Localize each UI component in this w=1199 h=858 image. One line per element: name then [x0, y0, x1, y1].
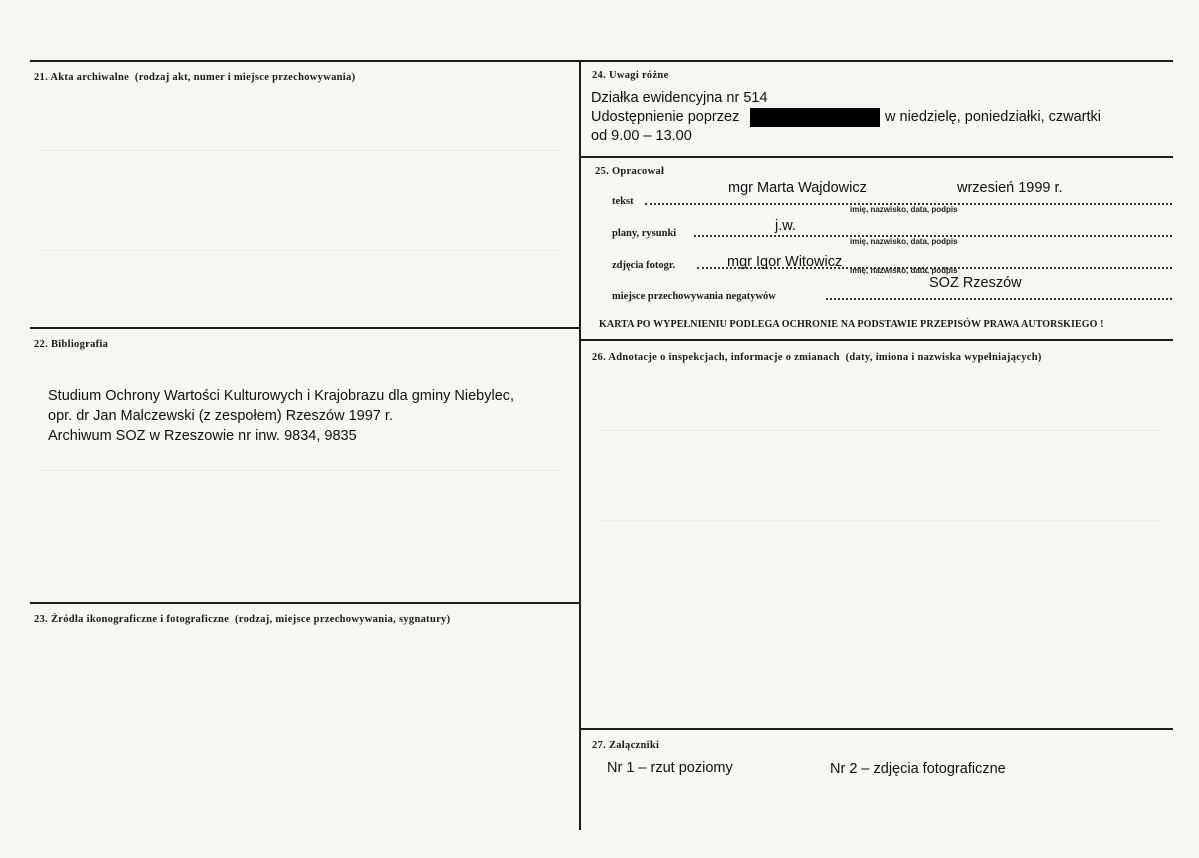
- tekst-date: wrzesień 1999 r.: [957, 180, 1063, 196]
- plany-hint: imię, nazwisko, data, podpis: [850, 237, 958, 246]
- faint-ruling: [600, 430, 1160, 431]
- section-23-subtitle: (rodzaj, miejsce przechowywania, sygnatury): [235, 614, 451, 625]
- rule-26-27: [580, 728, 1173, 730]
- bibliography-line-1: Studium Ochrony Wartości Kulturowych i Krajobrazu dla gminy Niebylec,: [48, 388, 515, 404]
- plany-label: plany, rysunki: [612, 228, 677, 239]
- section-21-subtitle: (rodzaj akt, numer i miejsce przechowywania): [134, 72, 356, 83]
- faint-ruling: [40, 250, 560, 251]
- rule-21-22: [30, 327, 580, 329]
- section-23-title: [34, 614, 450, 625]
- attachment-1: Nr 1 – rzut poziomy: [607, 760, 733, 776]
- section-21-title: [34, 72, 355, 83]
- rule-24-25: [580, 156, 1173, 158]
- tekst-label: tekst: [612, 196, 634, 207]
- section-26-label: 26. Adnotacje o inspekcjach, informacje o zmianach: [592, 352, 840, 363]
- plany-value: j.w.: [775, 218, 796, 234]
- section-26-subtitle: (daty, imiona i nazwiska wypełniających): [845, 352, 1042, 363]
- zdjecia-value: mgr Igor Witowicz: [727, 254, 843, 270]
- faint-ruling: [40, 470, 560, 471]
- remarks-line-2b: w niedzielę, poniedziałki, czwartki: [885, 109, 1101, 125]
- zdjecia-hint: imię, nazwisko, data, podpis: [850, 266, 958, 275]
- rule-22-23: [30, 602, 580, 604]
- copyright-notice: KARTA PO WYPEŁNIENIU PODLEGA OCHRONIE NA PODSTAWIE PRZEPISÓW PRAWA AUTORSKIEGO !: [599, 319, 1104, 330]
- miejsce-dotted-line: [826, 298, 1172, 300]
- remarks-line-1: Działka ewidencyjna nr 514: [591, 90, 768, 106]
- rule-25-26: [580, 339, 1173, 341]
- faint-ruling: [600, 520, 1160, 521]
- section-21-label: 21. Akta archiwalne: [34, 72, 130, 83]
- bibliography-line-3: Archiwum SOZ w Rzeszowie nr inw. 9834, 9835: [48, 428, 357, 444]
- section-24-title: 24. Uwagi różne: [592, 70, 669, 81]
- section-25-title: 25. Opracował: [595, 166, 665, 177]
- faint-ruling: [40, 150, 560, 151]
- section-27-title: 27. Załączniki: [592, 740, 660, 751]
- redaction-box: [750, 108, 880, 127]
- miejsce-label: miejsce przechowywania negatywów: [612, 291, 776, 302]
- tekst-hint: imię, nazwisko, data, podpis: [850, 205, 958, 214]
- top-rule: [30, 60, 1173, 62]
- attachment-2: Nr 2 – zdjęcia fotograficzne: [830, 761, 1006, 777]
- miejsce-value: SOZ Rzeszów: [929, 275, 1022, 291]
- center-divider: [579, 60, 581, 830]
- zdjecia-label: zdjęcia fotogr.: [612, 260, 676, 271]
- bibliography-line-2: opr. dr Jan Malczewski (z zespołem) Rzeszów 1997 r.: [48, 408, 393, 424]
- remarks-line-3: od 9.00 – 13.00: [591, 128, 692, 144]
- section-23-label: 23. Źródła ikonograficzne i fotograficzne: [34, 614, 230, 625]
- section-22-title: 22. Bibliografia: [34, 339, 109, 350]
- remarks-line-2a: Udostępnienie poprzez: [591, 109, 740, 125]
- tekst-author: mgr Marta Wajdowicz: [728, 180, 867, 196]
- section-26-title: [592, 352, 1042, 363]
